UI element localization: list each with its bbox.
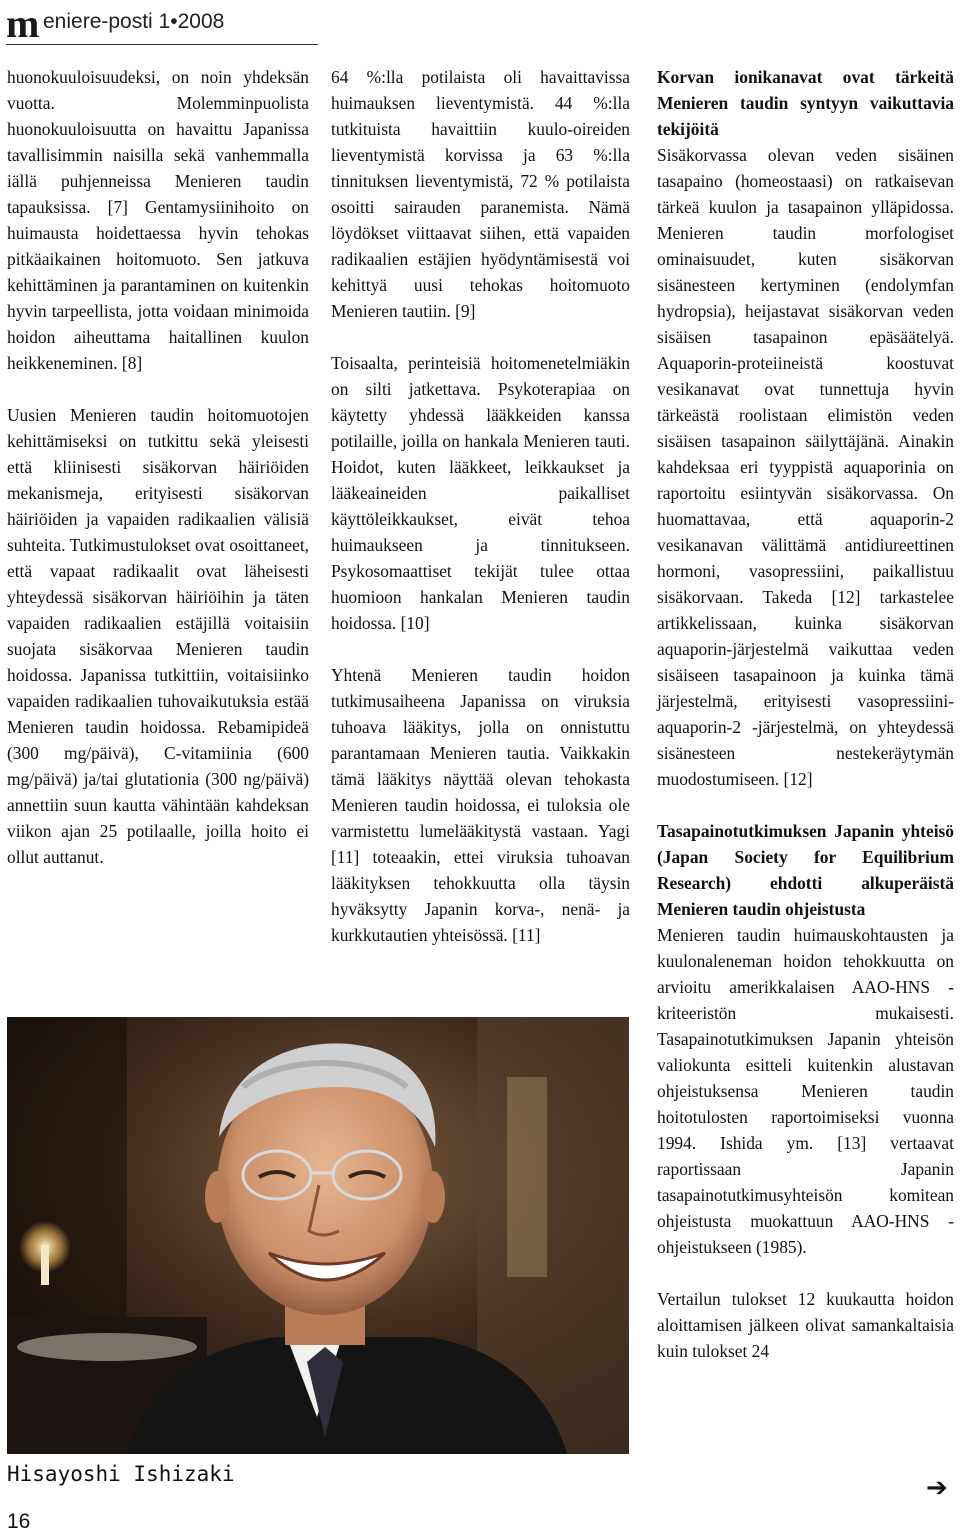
- text-column-3: [657, 64, 954, 1364]
- column1-paragraph-1: huonokuuloisuudeksi, on noin yhdeksän vuotta. Molemminpuolista huonokuuloisuutta on havaittu Japanissa tavallisimmin naisilla sekä vanhemmalla iällä puhjenneissa Menieren taudin tapauksissa. [7] Gentamysiinihoito on huimausta hoidettaessa hyvin tehokas pitkäaikainen hoitomuoto. Sen jatkuva kehittäminen ja parantaminen on kuitenkin hyvin tarpeellista, jotta voidaan minimoida hoidon aiheuttama haitallinen kuulon heikkeneminen. [8]: [7, 67, 309, 373]
- photo-caption: Hisayoshi Ishizaki: [7, 1462, 235, 1486]
- column2-paragraph-2: Toisaalta, perinteisiä hoitomenetelmiäkin on silti jatkettava. Psykoterapiaa on käytetty yhdessä lääkkeiden kanssa potilaille, joilla on hankala Menieren tauti. Hoidot, kuten lääkkeet, leikkaukset ja lääkeaineiden paikalliset käyttöleikkaukset, eivät tehoa huimaukseen ja tinnitukseen. Psykosomaattiset tekijät tulee ottaa huomioon hankalan Menieren taudin hoidossa. [10]: [331, 353, 630, 633]
- section-heading-ion-channels: Korvan ionikanavat ovat tärkeitä Menieren taudin syntyyn vaikuttavia tekijöitä: [657, 67, 954, 139]
- column2-paragraph-1: 64 %:lla potilaista oli havaittavissa huimauksen lieventymistä. 44 %:lla tutkituista havaittiin kuulo-oireiden lieventymistä korvissa ja 63 %:lla tinnituksen lieventymistä, 72 % potilaista osoitti sairauden paranemista. Nämä löydökset viittaavat siihen, että vapaiden radikaalien estäjien hyödyntämisestä voi kehittyä uusi tehokas hoitomuoto Menieren tautiin. [9]: [331, 67, 630, 321]
- column2-paragraph-3: Yhtenä Menieren taudin hoidon tutkimusaiheena Japanissa on viruksia tuhoava lääkitys, jolla on onnistuttu parantamaan Menieren tautia. Vaikkakin tämä lääkitys näyttää olevan tehokasta Menieren taudin hoidossa, ei tuloksia ole varmistettu lumelääkitystä vastaan. Yagi [11] toteaakin, ettei viruksia tuhoavan lääkityksen tehokkuutta olla täysin hyväksytty Japanin korva-, nenä- ja kurkkutautien yhteisössä. [11]: [331, 665, 630, 945]
- magazine-issue-title: eniere-posti 1•2008: [43, 10, 225, 33]
- text-column-1: [7, 64, 309, 870]
- magazine-logo-icon: [6, 6, 40, 40]
- column3-paragraph-3: Vertailun tulokset 12 kuukautta hoidon aloittamisen jälkeen olivat samankaltaisia kuin tulokset 24: [657, 1289, 954, 1361]
- column1-paragraph-2: Uusien Menieren taudin hoitomuotojen kehittämiseksi on tutkittu sekä yleisesti että kliinisesti sisäkorvan häiriöiden mekanismeja, erityisesti sisäkorvan häiriöiden ja vapaiden radikaalien välisiä suhteita. Tutkimustulokset ovat osoittaneet, että vapaat radikaalit ovat läheisesti yhteydessä sisäkorvan häiriöihin ja täten vapaiden radikaalien estäjillä voitaisiin suojata sisäkorvaa Menieren taudin hoidossa. Japanissa tutkittiin, voitaisiinko vapaiden radikaalien tuhovaikutuksia estää Menieren taudin hoidossa. Rebamipideä (300 mg/päivä), C-vitamiinia (600 mg/päivä) ja/tai glutationia (300 ng/päivä) annettiin suun kautta vähintään kahdeksan viikon ajan 25 potilaalle, joilla hoito ei ollut auttanut.: [7, 405, 309, 867]
- text-column-2: [331, 64, 630, 948]
- portrait-photo: [7, 1017, 629, 1454]
- portrait-illustration: [7, 1017, 629, 1454]
- column3-paragraph-1: Sisäkorvassa olevan veden sisäinen tasapaino (homeostaasi) on ratkaisevan tärkeä kuulon ja tasapainon ylläpidossa. Menieren taudin morfologiset ominaisuudet, kuten sisäkorvan sisänesteen kertyminen (endolymfan hydropsia), heijastavat sisäkorvan veden sisäisen tasapainon epäsäätelyä. Aquaporin-proteiineistä koostuvat vesikanavat ovat tunnettuja hyvin tärkeästä roolistaan elimistön veden sisäisen tasapainon säilyttäjänä. Ainakin kahdeksaa eri tyyppistä aquaporinia on raportoitu esiintyvän sisäkorvassa. On huomattavaa, että aquaporin-2 vesikanavan välittämä antidiureettinen hormoni, vasopressiini, paikallistuu sisäkorvaan. Takeda [12] tarkastelee artikkelissaan, kuinka sisäkorvan aquaporin-järjestelmä vaikuttaa veden sisäiseen tasapainoon ja kuinka tämä järjestelmä, erityisesti vasopressiini-aquaporin-2 -järjestelmä, on yhteydessä sisänesteen nestekeräytymän muodostumiseen. [12]: [657, 145, 954, 789]
- page-header: [6, 2, 326, 42]
- section-heading-guidelines: Tasapainotutkimuksen Japanin yhteisö (Japan Society for Equilibrium Research) ehdotti alkuperäistä Menieren taudin ohjeistusta: [657, 821, 954, 919]
- continue-arrow-icon: ➔: [926, 1473, 948, 1503]
- column3-paragraph-2: Menieren taudin huimauskohtausten ja kuulonaleneman hoidon tehokkuutta on arvioitu amerikkalaisen AAO-HNS -kriteeristön mukaisesti. Tasapainotutkimuksen Japanin yhteisön valiokunta esitteli kuitenkin alustavan ohjeistuksensa Menieren taudin hoitotulosten raportoimiseksi vuonna 1994. Ishida ym. [13] vertaavat raportissaan Japanin tasapainotutkimusyhteisön komitean ohjeistusta muokattuun AAO-HNS -ohjeistukseen (1985).: [657, 925, 954, 1257]
- header-divider: [6, 44, 318, 45]
- page-number: 16: [7, 1510, 31, 1533]
- magazine-logo-letter: m: [6, 6, 40, 40]
